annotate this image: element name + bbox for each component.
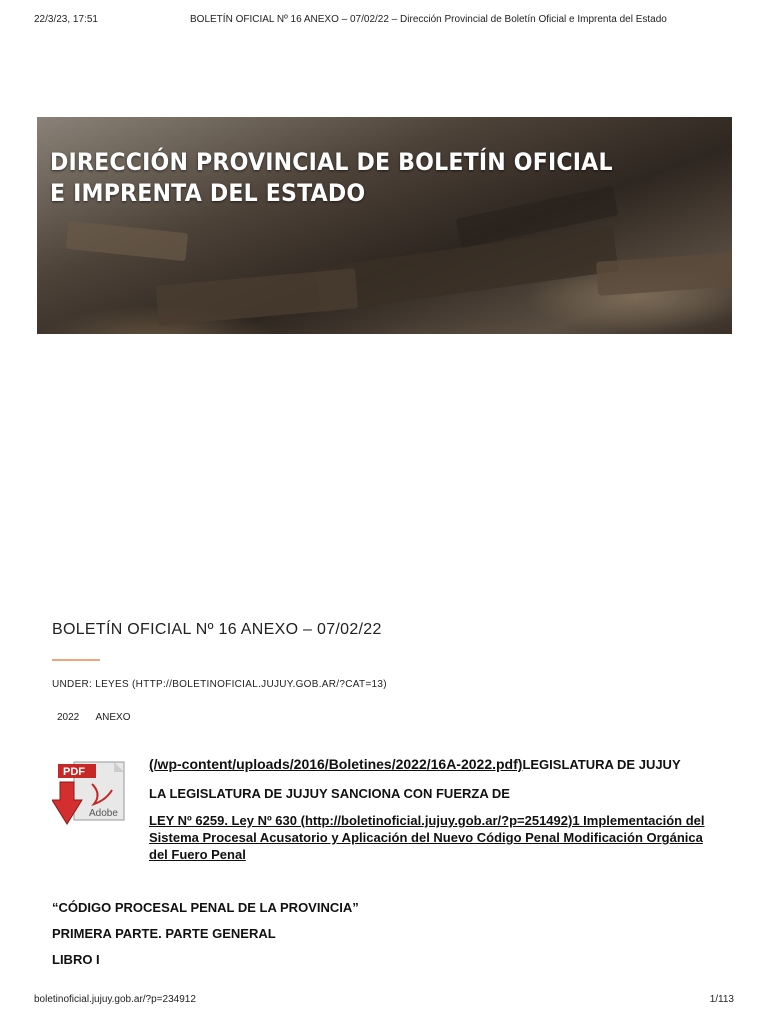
footer-page-number: 1/113 — [709, 994, 734, 1005]
footer-url: boletinoficial.jujuy.gob.ar/?p=234912 — [34, 994, 196, 1005]
pdf-icon-brand: Adobe — [89, 808, 118, 819]
post-title: BOLETÍN OFICIAL Nº 16 ANEXO – 07/02/22 — [52, 621, 382, 638]
tag-year[interactable]: 2022 — [57, 712, 80, 723]
banner-title-line-2: E IMPRENTA DEL ESTADO — [50, 179, 366, 207]
pdf-download-link[interactable]: (/wp-content/uploads/2016/Boletines/2022/16A-2022.pdf) — [149, 756, 523, 772]
banner-title — [50, 147, 613, 209]
sanction-line: LA LEGISLATURA DE JUJUY SANCIONA CON FUERZA DE — [149, 786, 510, 801]
banner-title-line-1: DIRECCIÓN PROVINCIAL DE BOLETÍN OFICIAL — [50, 148, 613, 176]
pdf-link-line — [149, 756, 724, 773]
pdf-icon[interactable] — [52, 760, 126, 830]
site-banner — [37, 117, 732, 334]
tag-anexo[interactable]: ANEXO — [95, 712, 131, 723]
part-heading: PRIMERA PARTE. PARTE GENERAL — [52, 926, 276, 941]
post-tags — [57, 712, 145, 723]
print-datetime: 22/3/23, 17:51 — [34, 14, 98, 25]
title-divider — [52, 659, 100, 661]
post-category[interactable]: UNDER: LEYES (HTTP://BOLETINOFICIAL.JUJUY.GOB.AR/?CAT=13) — [52, 679, 387, 690]
print-page-title: BOLETÍN OFICIAL Nº 16 ANEXO – 07/02/22 – Dirección Provincial de Boletín Oficial e Imprenta del Estado — [190, 14, 667, 25]
pdf-link-caption: LEGISLATURA DE JUJUY — [522, 757, 681, 772]
law-link[interactable]: LEY Nº 6259. Ley Nº 630 (http://boletinoficial.jujuy.gob.ar/?p=251492)1 Implementación del Sistema Procesal Acusatorio y Aplicación del Nuevo Código Penal Modificación Orgánica del Fuero Penal — [149, 813, 705, 862]
code-title: “CÓDIGO PROCESAL PENAL DE LA PROVINCIA” — [52, 900, 359, 915]
book-heading: LIBRO I — [52, 952, 100, 967]
pdf-icon-label: PDF — [63, 766, 85, 778]
law-link-paragraph — [149, 812, 724, 863]
